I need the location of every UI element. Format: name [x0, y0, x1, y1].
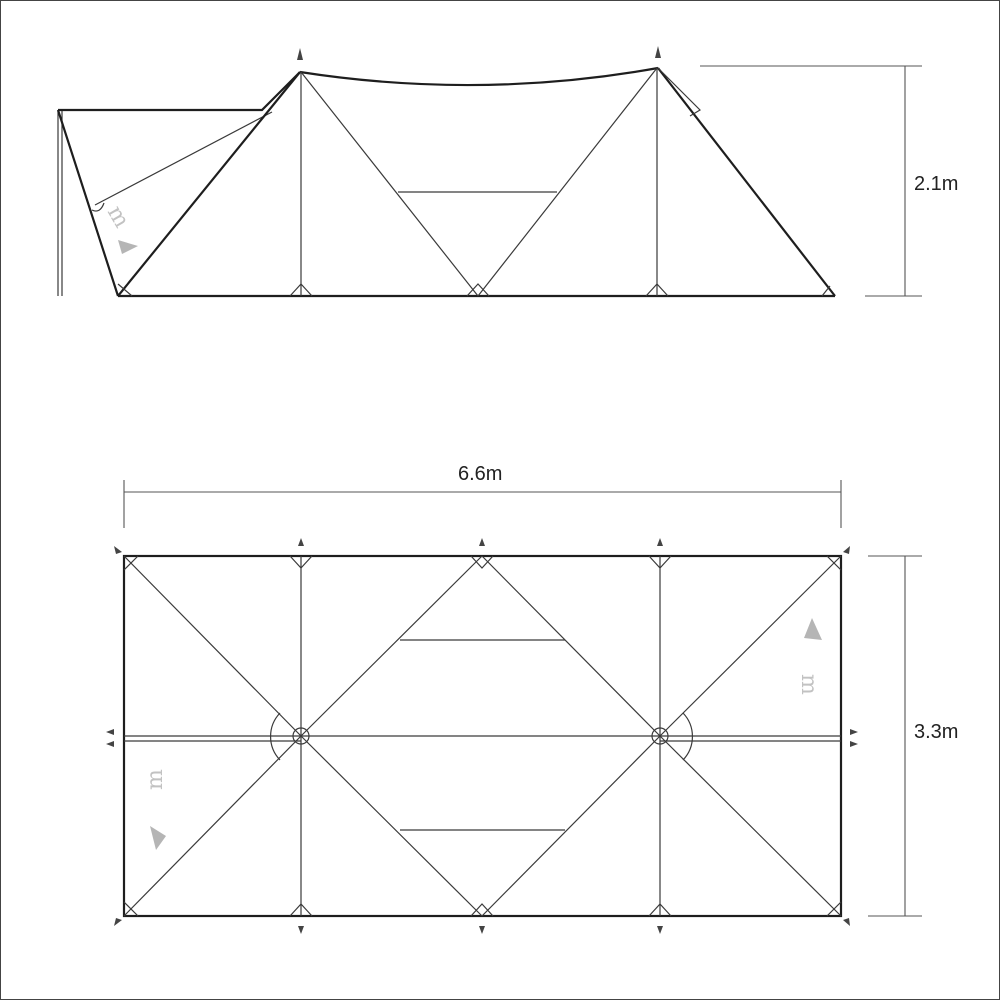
direction-arrow-icon [118, 240, 138, 254]
tent-stake-icon [297, 46, 661, 60]
direction-arrow-icon [150, 826, 166, 850]
top-view [106, 463, 958, 934]
depth-label: 3.3m [914, 721, 959, 743]
direction-arrow-icon [804, 618, 822, 640]
height-label: 2.1m [914, 173, 959, 195]
width-label: 6.6m [458, 463, 503, 485]
svg-text:m: m [101, 201, 134, 233]
svg-text:m: m [143, 769, 168, 790]
side-view [58, 46, 958, 296]
svg-text:m: m [796, 674, 821, 695]
